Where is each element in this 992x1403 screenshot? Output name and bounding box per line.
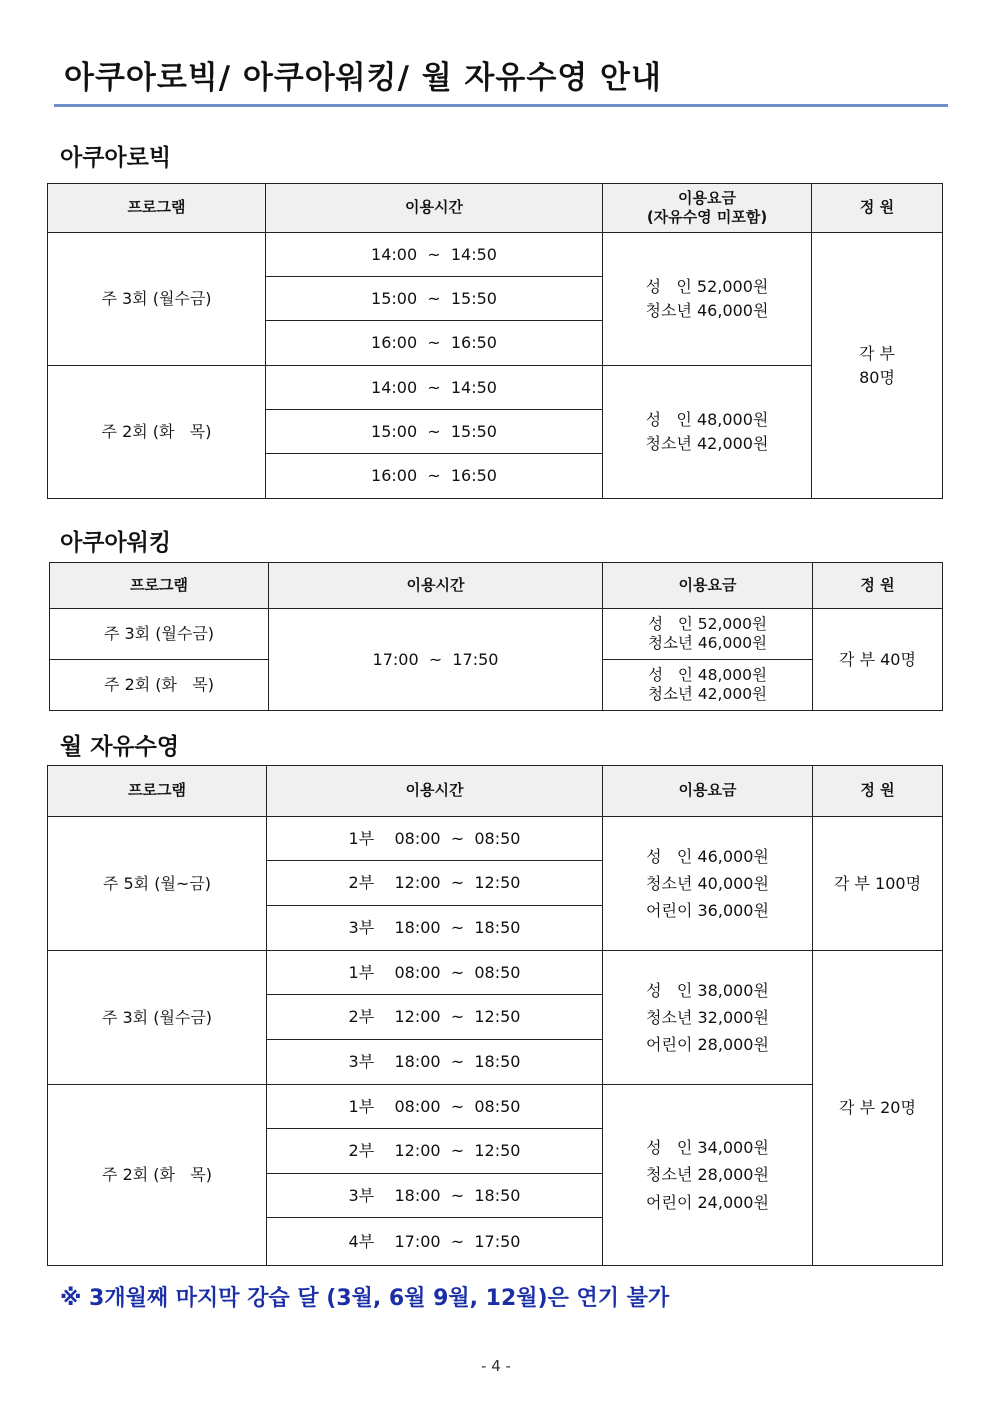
time-cell: 2부 12:00 ~ 12:50 [267, 995, 603, 1040]
walking-heading: 아쿠아워킹 [60, 530, 172, 556]
time-cell: 4부 17:00 ~ 17:50 [267, 1218, 603, 1266]
time-cell: 2부 12:00 ~ 12:50 [267, 1129, 603, 1174]
fee-cell: 성 인 46,000원 청소년 40,000원 어린이 36,000원 [603, 817, 813, 951]
page-number: - 4 - [481, 1357, 511, 1375]
fee-cell: 성 인 48,000원 청소년 42,000원 [603, 366, 812, 499]
time-cell: 1부 08:00 ~ 08:50 [267, 1085, 603, 1129]
program-cell: 주 2회 (화 목) [48, 1085, 267, 1266]
header-time: 이용시간 [267, 766, 603, 817]
header-capacity: 정 원 [813, 563, 943, 609]
time-cell: 3부 18:00 ~ 18:50 [267, 906, 603, 951]
time-cell: 3부 18:00 ~ 18:50 [267, 1040, 603, 1085]
fee-cell: 성 인 52,000원 청소년 46,000원 [603, 233, 812, 366]
time-cell: 1부 08:00 ~ 08:50 [267, 951, 603, 995]
fee-cell: 성 인 38,000원 청소년 32,000원 어린이 28,000원 [603, 951, 813, 1085]
program-cell: 주 5회 (월~금) [48, 817, 267, 951]
time-cell: 3부 18:00 ~ 18:50 [267, 1174, 603, 1218]
swim-heading: 월 자유수영 [60, 734, 180, 760]
page-title: 아쿠아로빅/ 아쿠아워킹/ 월 자유수영 안내 [64, 60, 662, 96]
capacity-cell: 각 부 100명 [813, 817, 943, 951]
time-cell: 15:00 ~ 15:50 [266, 277, 603, 321]
time-cell: 1부 08:00 ~ 08:50 [267, 817, 603, 861]
capacity-cell: 각 부 20명 [813, 951, 943, 1266]
fee-cell: 성 인 52,000원 청소년 46,000원 [603, 609, 813, 660]
fee-cell: 성 인 34,000원 청소년 28,000원 어린이 24,000원 [603, 1085, 813, 1266]
walking-table [49, 562, 943, 711]
program-cell: 주 3회 (월수금) [48, 951, 267, 1085]
time-cell: 15:00 ~ 15:50 [266, 410, 603, 454]
header-time: 이용시간 [266, 184, 603, 233]
postpone-note: ※ 3개월째 마지막 강습 달 (3월, 6월 9월, 12월)은 연기 불가 [60, 1286, 670, 1311]
header-capacity: 정 원 [812, 184, 943, 233]
time-cell: 14:00 ~ 14:50 [266, 366, 603, 410]
fee-cell: 성 인 48,000원 청소년 42,000원 [603, 660, 813, 711]
header-time: 이용시간 [269, 563, 603, 609]
aerobics-table [47, 183, 943, 499]
header-program: 프로그램 [48, 766, 267, 817]
capacity-cell: 각 부 40명 [813, 609, 943, 711]
program-cell: 주 3회 (월수금) [50, 609, 269, 660]
header-capacity: 정 원 [813, 766, 943, 817]
time-cell: 16:00 ~ 16:50 [266, 454, 603, 499]
header-fee: 이용요금 [603, 563, 813, 609]
capacity-cell: 각 부 80명 [812, 233, 943, 499]
program-cell: 주 2회 (화 목) [48, 366, 266, 499]
time-cell: 2부 12:00 ~ 12:50 [267, 861, 603, 906]
time-cell: 14:00 ~ 14:50 [266, 233, 603, 277]
header-fee: 이용요금 [603, 766, 813, 817]
header-fee: 이용요금 (자유수영 미포함) [603, 184, 812, 233]
swim-table [47, 765, 943, 1266]
aerobics-heading: 아쿠아로빅 [60, 145, 172, 171]
time-cell: 16:00 ~ 16:50 [266, 321, 603, 366]
header-program: 프로그램 [50, 563, 269, 609]
time-cell: 17:00 ~ 17:50 [269, 609, 603, 711]
header-program: 프로그램 [48, 184, 266, 233]
program-cell: 주 2회 (화 목) [50, 660, 269, 711]
program-cell: 주 3회 (월수금) [48, 233, 266, 366]
title-underline [54, 104, 948, 107]
